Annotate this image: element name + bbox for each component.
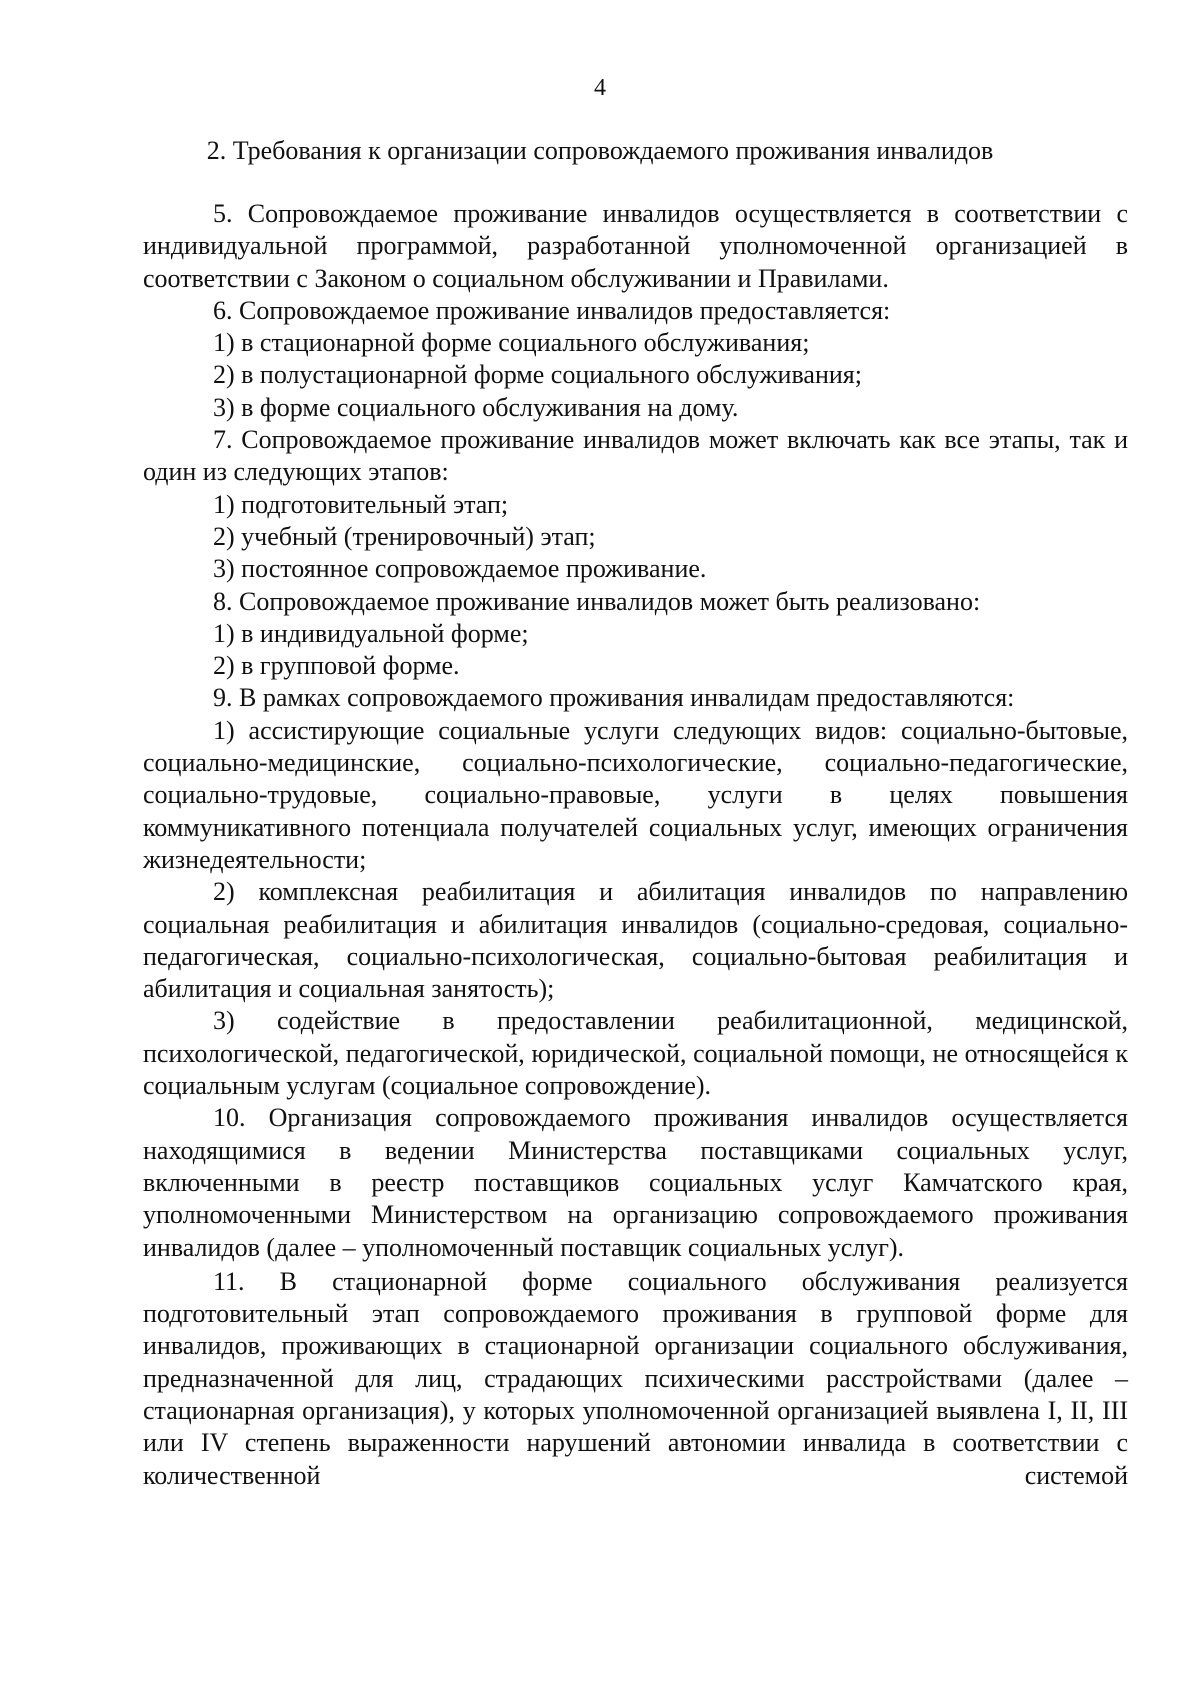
list-item-9-2: 2) комплексная реабилитация и абилитация инвалидов по направлению социальная реабилитация и абилитация инвалидов (социально-средовая, социально-педагогическая, социально-психологическая, социально-бытовая реабилитация и абилитация и социальная занятость); xyxy=(143,877,1128,1004)
paragraph-11: 11. В стационарной форме социального обслуживания реализуется подготовительный этап сопровождаемого проживания в групповой форме для инвалидов, проживающих в стационарной организации социального обслуживания, предназначенной для лиц, страдающих психическими расстройствами (далее – стационарная организация), у которых уполномоченной организацией выявлена I, II, III или IV степень выраженности нарушений автономии инвалида в соответствии с количественной системой xyxy=(143,1266,1128,1490)
paragraph-8: 8. Сопровождаемое проживание инвалидов может быть реализовано: xyxy=(213,586,981,616)
list-item-8-2: 2) в групповой форме. xyxy=(213,651,460,681)
list-item-7-3: 3) постоянное сопровождаемое проживание. xyxy=(213,554,707,584)
paragraph-5: 5. Сопровождаемое проживание инвалидов осуществляется в соответствии с индивидуальной программой, разработанной уполномоченной организацией в соответствии с Законом о социальном обслуживании и Правилами. xyxy=(143,199,1128,293)
list-item-6-2: 2) в полустационарной форме социального обслуживания; xyxy=(213,360,862,390)
list-item-9-1: 1) ассистирующие социальные услуги следующих видов: социально-бытовые, социально-медицинские, социально-психологические, социально-педагогические, социально-трудовые, социально-правовые, услуги в целях повышения коммуникативного потенциала получателей социальных услуг, имеющих ограничения жизнедеятельности; xyxy=(143,715,1128,874)
list-item-7-1: 1) подготовительный этап; xyxy=(213,489,509,519)
paragraph-10: 10. Организация сопровождаемого проживания инвалидов осуществляется находящимися в ведении Министерства поставщиками социальных услуг, включенными в реестр поставщиков социальных услуг Камчатского края, уполномоченными Министерством на организацию сопровождаемого проживания инвалидов (далее – уполномоченный поставщик социальных услуг). xyxy=(143,1103,1128,1262)
paragraph-7: 7. Сопровождаемое проживание инвалидов может включать как все этапы, так и один из следующих этапов: xyxy=(143,425,1128,487)
list-item-8-1: 1) в индивидуальной форме; xyxy=(213,618,529,648)
list-item-7-2: 2) учебный (тренировочный) этап; xyxy=(213,521,596,551)
section-title: 2. Требования к организации сопровождаемого проживания инвалидов xyxy=(206,136,994,165)
page-number: 4 xyxy=(594,75,606,101)
document-body xyxy=(143,198,1128,1492)
list-item-6-3: 3) в форме социального обслуживания на дому. xyxy=(213,392,739,422)
list-item-6-1: 1) в стационарной форме социального обслуживания; xyxy=(213,328,810,358)
paragraph-9: 9. В рамках сопровождаемого проживания инвалидам предоставляются: xyxy=(213,683,1015,713)
paragraph-6: 6. Сопровождаемое проживание инвалидов предоставляется: xyxy=(213,295,891,325)
list-item-9-3: 3) содействие в предоставлении реабилитационной, медицинской, психологической, педагогической, юридической, социальной помощи, не относящейся к социальным услугам (социальное сопровождение). xyxy=(143,1006,1128,1101)
